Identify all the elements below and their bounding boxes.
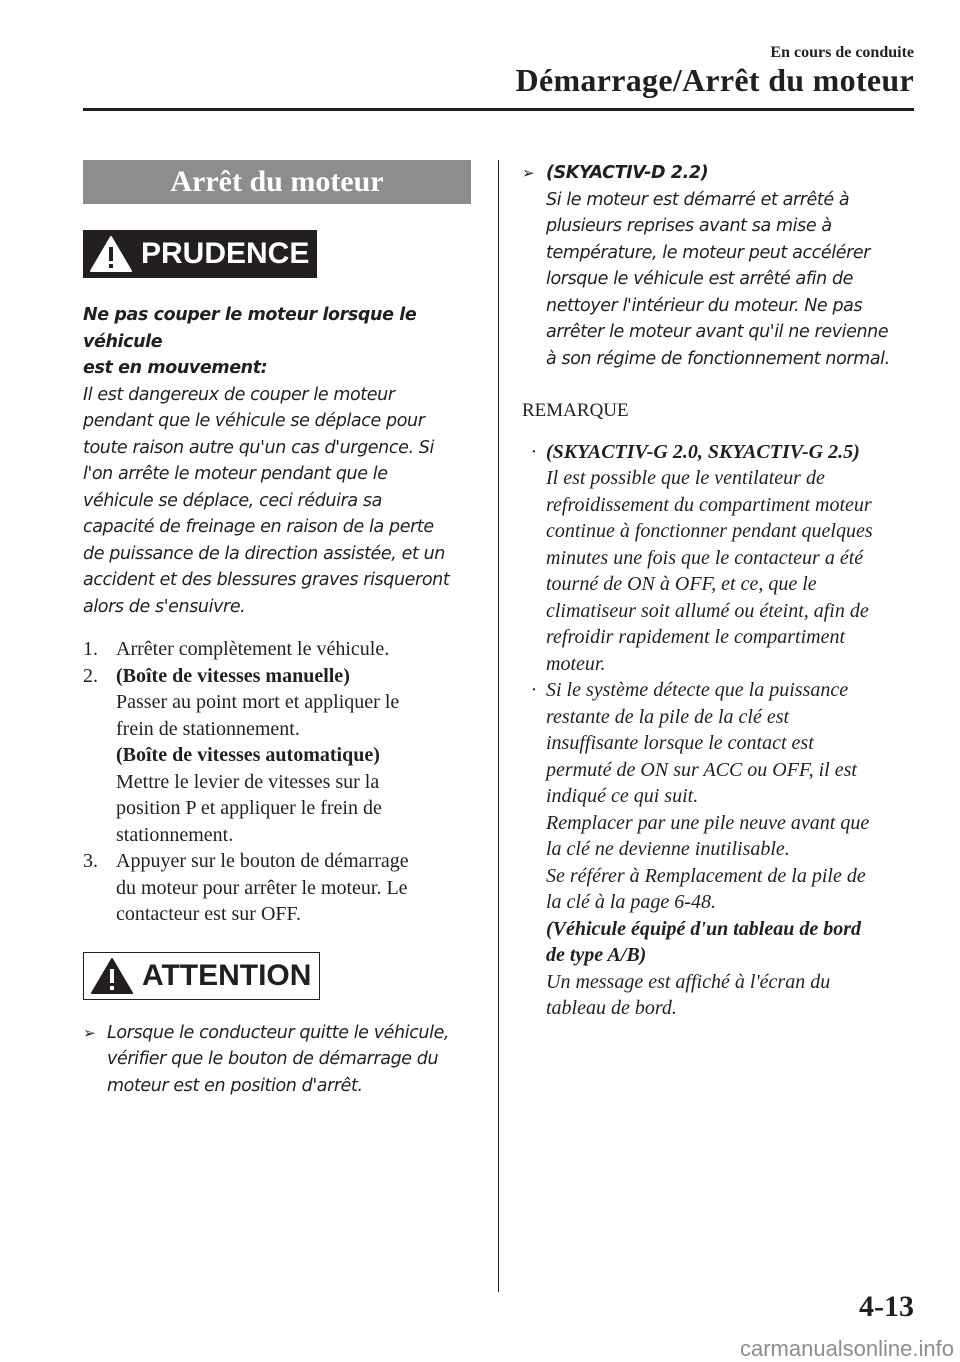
note-heading: (SKYACTIV-G 2.0, SKYACTIV-G 2.5) [546, 440, 860, 463]
caution-body-line: de puissance de la direction assistée, et un [83, 543, 445, 564]
caution-body-line: capacité de freinage en raison de la perte [83, 517, 434, 537]
step-text: stationnement. [116, 823, 234, 846]
caution-badge [83, 230, 317, 278]
note-item [522, 439, 917, 678]
diesel-line: Si le moteur est démarré et arrêté à [546, 189, 850, 210]
header-rule [83, 108, 914, 111]
watermark: carmanualsonline.info [739, 1336, 954, 1361]
step-text: du moteur pour arrêter le moteur. Le [116, 876, 408, 899]
step-text: position P et appliquer le frein de [116, 797, 382, 819]
step-subheading: (Boîte de vitesses manuelle) [116, 664, 350, 687]
caution-body-line: toute raison autre qu'un cas d'urgence. Si [83, 437, 434, 458]
caution-text [83, 302, 471, 620]
step-3 [83, 848, 471, 928]
warning-icon [89, 235, 133, 273]
bullet-dot-icon: · [530, 440, 538, 463]
step-text: frein de stationnement. [116, 717, 300, 740]
step-number: 2. [83, 664, 98, 687]
page-number: 4-13 [859, 1290, 914, 1323]
bullet-dot-icon: · [530, 679, 538, 701]
diesel-line: température, le moteur peut accélérer [546, 242, 871, 263]
caution-body-line: véhicule se déplace, ceci réduira sa [83, 490, 382, 511]
note-line: refroidissement du compartiment moteur [546, 493, 872, 516]
note-line: insuffisante lorsque le contact est [546, 732, 814, 754]
step-text: Appuyer sur le bouton de démarrage [116, 850, 409, 872]
arrow-bullet-icon: ➢ [522, 164, 535, 182]
attention-line: vérifier que le bouton de démarrage du [107, 1049, 439, 1069]
right-column [522, 160, 917, 1022]
note-line: indiqué ce qui suit. [546, 785, 699, 807]
step-number: 3. [83, 850, 98, 872]
left-column [83, 160, 471, 1099]
caution-heading-line: est en mouvement: [83, 358, 268, 378]
step-text: Passer au point mort et appliquer le [116, 691, 400, 713]
diesel-line: nettoyer l'intérieur du moteur. Ne pas [546, 295, 863, 316]
step-text: Mettre le levier de vitesses sur la [116, 770, 380, 793]
diesel-item [522, 160, 917, 372]
caution-heading-line: Ne pas couper le moteur lorsque le véhicule [83, 305, 417, 352]
diesel-line: lorsque le véhicule est arrêté afin de [546, 269, 854, 289]
note-line: moteur. [546, 652, 606, 675]
note-line: Un message est affiché à l'écran du [546, 970, 831, 993]
column-divider [498, 160, 499, 1292]
note-line: Il est possible que le ventilateur de [546, 467, 825, 489]
note-line: permuté de ON sur ACC ou OFF, il est [546, 758, 857, 781]
attention-line: moteur est en position d'arrêt. [107, 1075, 363, 1096]
chapter-title: Démarrage/Arrêt du moteur [515, 62, 914, 98]
note-subheading: (Véhicule équipé d'un tableau de bord [546, 917, 861, 940]
attention-badge [83, 952, 320, 1000]
note-line: climatiseur soit allumé ou éteint, afin de [546, 599, 869, 622]
diesel-line: à son régime de fonctionnement normal. [546, 348, 890, 369]
attention-label: ATTENTION [142, 958, 312, 992]
note-line: tourné de ON à OFF, et ce, que le [546, 573, 817, 595]
note-line: Si le système détecte que la puissance [546, 679, 849, 701]
diesel-line: arrêter le moteur avant qu'il ne revienne [546, 322, 889, 342]
procedure-steps [83, 636, 471, 928]
notes [522, 439, 917, 1022]
note-line: restante de la pile de la clé est [546, 705, 790, 728]
step-2 [83, 663, 471, 849]
section-title: Arrêt du moteur [83, 160, 471, 204]
note-item [522, 677, 917, 1022]
step-1 [83, 636, 471, 663]
note-line: tableau de bord. [546, 997, 677, 1019]
attention-item [83, 1020, 471, 1100]
note-line: la clé ne devienne inutilisable. [546, 838, 790, 860]
diesel-heading: (SKYACTIV-D 2.2) [546, 163, 709, 183]
note-line: Remplacer par une pile neuve avant que [546, 811, 870, 834]
note-line: Se référer à Remplacement de la pile de [546, 864, 866, 887]
diesel-line: plusieurs reprises avant sa mise à [546, 216, 832, 236]
step-text: contacteur est sur OFF. [116, 903, 302, 925]
arrow-bullet-icon: ➢ [83, 1023, 96, 1042]
note-line: la clé à la page 6-48. [546, 891, 716, 913]
caution-body-line: Il est dangereux de couper le moteur [83, 384, 395, 405]
remarque-heading: REMARQUE [522, 400, 629, 421]
note-subheading: de type A/B) [546, 944, 647, 966]
caution-body-line: l'on arrête le moteur pendant que le [83, 464, 388, 484]
note-line: refroidir rapidement le compartiment [546, 626, 846, 648]
caution-body-line: accident et des blessures graves risqueront [83, 570, 450, 590]
chapter-subtitle: En cours de conduite [770, 44, 914, 61]
note-line: continue à fonctionner pendant quelques [546, 520, 873, 542]
note-line: minutes une fois que le contacteur a été [546, 546, 864, 569]
caution-label: PRUDENCE [141, 237, 310, 270]
step-number: 1. [83, 638, 98, 660]
caution-body-line: pendant que le véhicule se déplace pour [83, 411, 425, 431]
step-text: Arrêter complètement le véhicule. [116, 638, 390, 660]
attention-line: Lorsque le conducteur quitte le véhicule, [107, 1022, 450, 1043]
warning-icon [90, 957, 134, 995]
step-subheading: (Boîte de vitesses automatique) [116, 744, 380, 766]
caution-body-line: alors de s'ensuivre. [83, 596, 246, 617]
